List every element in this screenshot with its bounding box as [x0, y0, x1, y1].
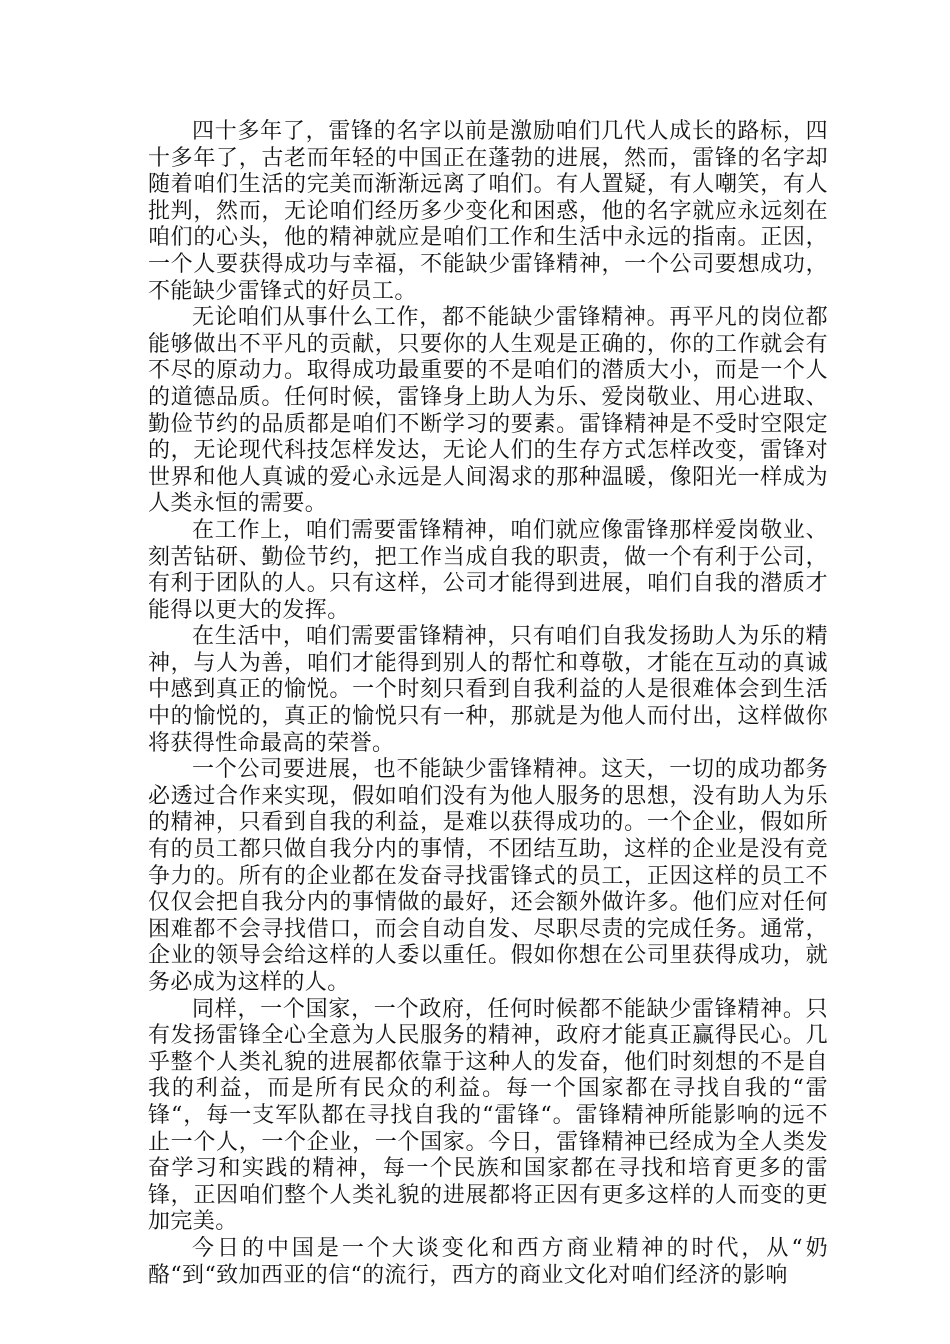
paragraph-3: 在工作上，咱们需要雷锋精神，咱们就应像雷锋那样爱岗敬业、刻苦钻研、勤俭节约，把工作当成自我的职责，做一个有利于公司，有利于团队的人。只有这样，公司才能得到进展，咱们自我的潜质才能得以更大的发挥。	[148, 517, 828, 623]
paragraph-7: 今日的中国是一个大谈变化和西方商业精神的时代，从“奶酪“到“致加西亚的信“的流行，西方的商业文化对咱们经济的影响	[148, 1235, 828, 1288]
paragraph-1: 四十多年了，雷锋的名字以前是激励咱们几代人成长的路标，四十多年了，古老而年轻的中国正在蓬勃的进展，然而，雷锋的名字却随着咱们生活的完美而渐渐远离了咱们。有人置疑，有人嘲笑，有人批判，然而，无论咱们经历多少变化和困惑，他的名字就应永远刻在咱们的心头，他的精神就应是咱们工作和生活中永远的指南。正因，一个人要获得成功与幸福，不能缺少雷锋精神，一个公司要想成功，不能缺少雷锋式的好员工。	[148, 119, 828, 304]
paragraph-6: 同样，一个国家，一个政府，任何时候都不能缺少雷锋精神。只有发扬雷锋全心全意为人民服务的精神，政府才能真正赢得民心。几乎整个人类礼貌的进展都依靠于这种人的发奋，他们时刻想的不是自我的利益，而是所有民众的利益。每一个国家都在寻找自我的“雷锋“，每一支军队都在寻找自我的“雷锋“。雷锋精神所能影响的远不止一个人，一个企业，一个国家。今日，雷锋精神已经成为全人类发奋学习和实践的精神，每一个民族和国家都在寻找和培育更多的雷锋，正因咱们整个人类礼貌的进展都将正因有更多这样的人而变的更加完美。	[148, 996, 828, 1235]
paragraph-2: 无论咱们从事什么工作，都不能缺少雷锋精神。再平凡的岗位都能够做出不平凡的贡献，只要你的人生观是正确的，你的工作就会有不尽的原动力。取得成功最重要的不是咱们的潜质大小，而是一个人的道德品质。任何时候，雷锋身上助人为乐、爱岗敬业、用心进取、勤俭节约的品质都是咱们不断学习的要素。雷锋精神是不受时空限定的，无论现代科技怎样发达，无论人们的生存方式怎样改变，雷锋对世界和他人真诚的爱心永远是人间渴求的那种温暖，像阳光一样成为人类永恒的需要。	[148, 305, 828, 517]
paragraph-5: 一个公司要进展，也不能缺少雷锋精神。这天，一切的成功都务必透过合作来实现，假如咱们没有为他人服务的思想，没有助人为乐的精神，只看到自我的利益，是难以获得成功的。一个企业，假如所有的员工都只做自我分内的事情，不团结互助，这样的企业是没有竞争力的。所有的企业都在发奋寻找雷锋式的员工，正因这样的员工不仅仅会把自我分内的事情做的最好，还会额外做许多。他们应对任何困难都不会寻找借口，而会自动自发、尽职尽责的完成任务。通常，企业的领导会给这样的人委以重任。假如你想在公司里获得成功，就务必成为这样的人。	[148, 757, 828, 995]
paragraph-4: 在生活中，咱们需要雷锋精神，只有咱们自我发扬助人为乐的精神，与人为善，咱们才能得到别人的帮忙和尊敬，才能在互动的真诚中感到真正的愉悦。一个时刻只看到自我利益的人是很难体会到生活中的愉悦的，真正的愉悦只有一种，那就是为他人而付出，这样做你将获得性命最高的荣誉。	[148, 624, 828, 756]
document-body	[148, 119, 828, 1289]
